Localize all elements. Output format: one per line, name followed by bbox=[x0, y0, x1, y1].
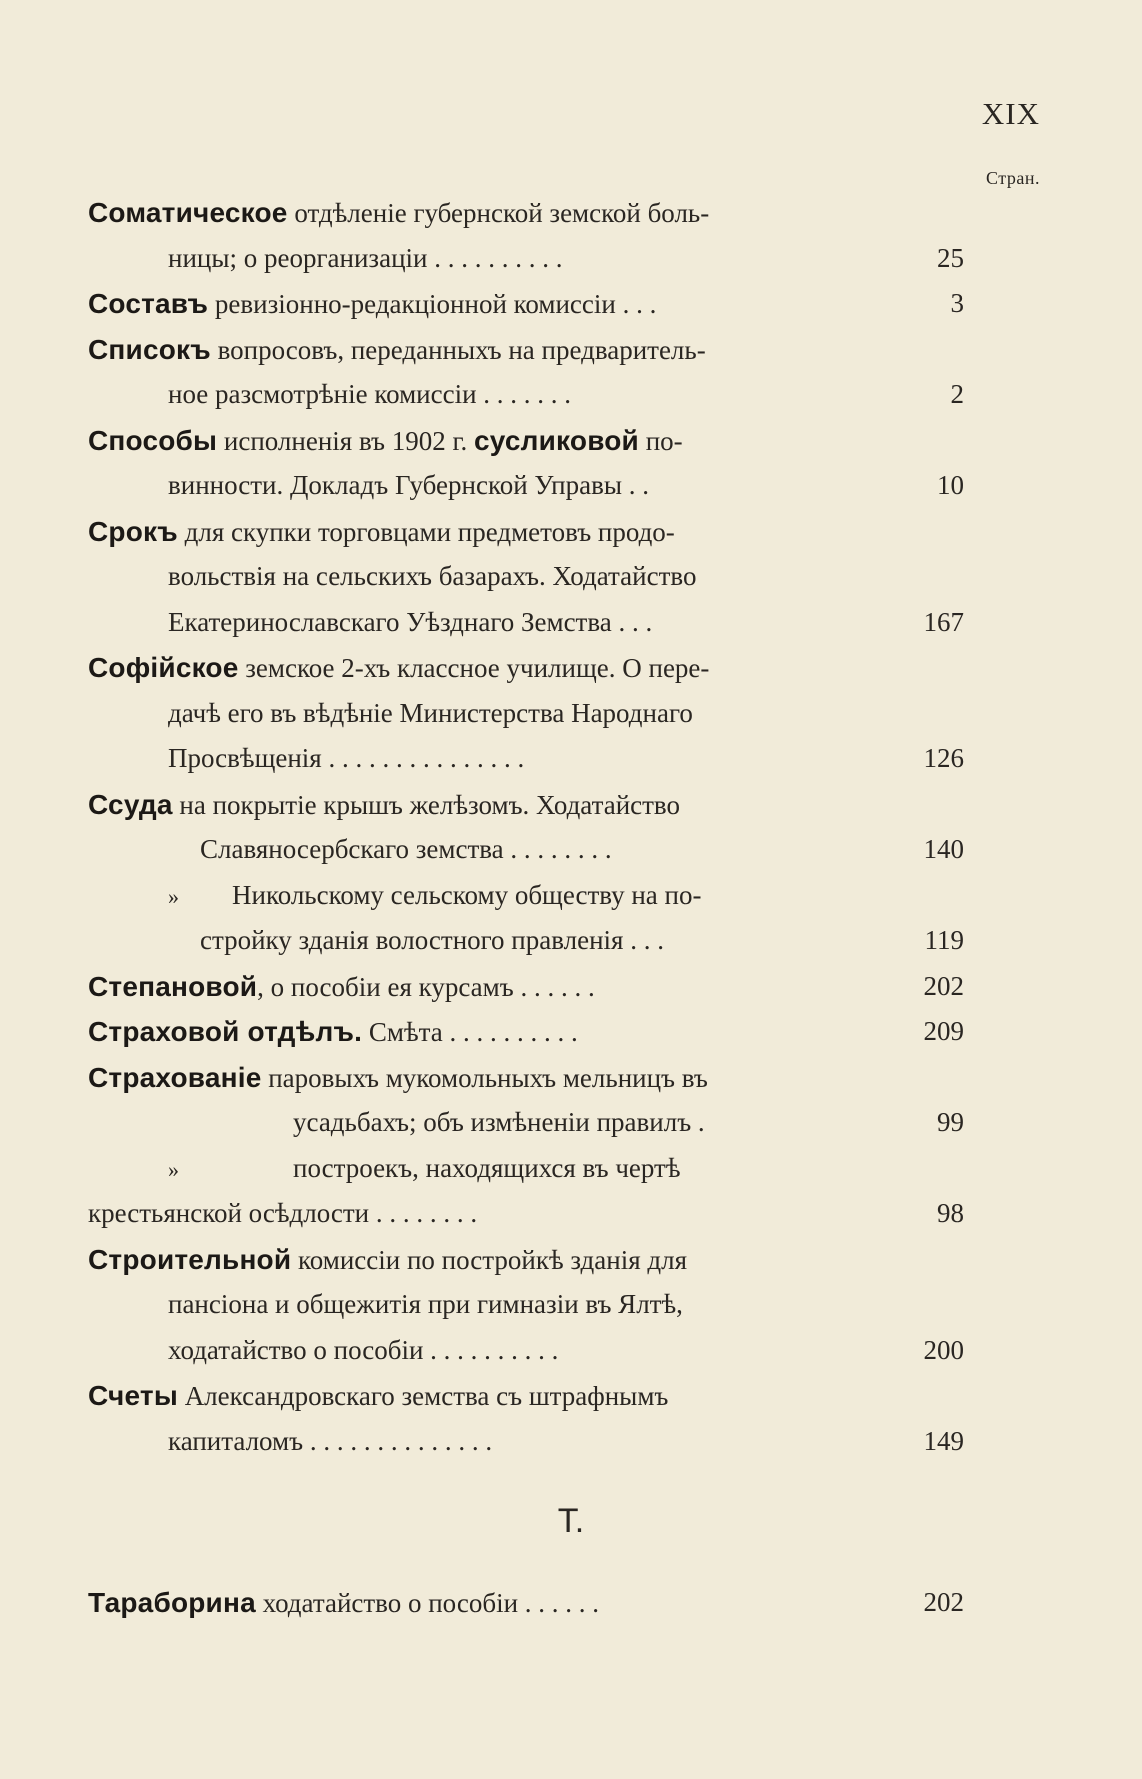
index-entry bbox=[88, 1055, 964, 1237]
entry-text: Екатеринославскаго Уѣзднаго Земства . . . bbox=[168, 606, 653, 637]
page-ref: 2 bbox=[950, 379, 964, 409]
page-ref: 209 bbox=[923, 1016, 964, 1046]
index-line bbox=[88, 1100, 964, 1146]
headword: Срокъ bbox=[88, 515, 178, 547]
entry-text: Александровскаго земства съ штрафнымъ bbox=[177, 1381, 669, 1411]
index-entry bbox=[88, 645, 964, 782]
index-line bbox=[88, 463, 964, 509]
headword: Составъ bbox=[88, 288, 209, 319]
headword: Страховой отдѣлъ. bbox=[88, 1016, 363, 1047]
index-line bbox=[88, 554, 964, 600]
entry-text: исполненія въ 1902 г. bbox=[217, 425, 475, 456]
entry-text: построекъ, находящихся въ чертѣ bbox=[293, 1152, 681, 1183]
headword: Счеты bbox=[88, 1380, 178, 1411]
index-line bbox=[88, 600, 964, 646]
index-line bbox=[88, 827, 964, 873]
headword: Списокъ bbox=[88, 333, 211, 365]
index-line bbox=[88, 509, 964, 555]
entry-text: , о пособіи ея курсамъ . . . . . . bbox=[257, 971, 595, 1002]
index-line bbox=[88, 190, 964, 236]
index-line bbox=[88, 691, 964, 737]
entry-text: для скупки торговцами предметовъ продо- bbox=[177, 516, 675, 547]
index-line bbox=[88, 782, 964, 828]
page-ref: 3 bbox=[950, 288, 964, 318]
page-ref: 167 bbox=[923, 606, 964, 637]
page-ref: 98 bbox=[937, 1198, 964, 1228]
headword: Софійское bbox=[88, 652, 239, 683]
index-line bbox=[88, 1419, 964, 1465]
entry-text: отдѣленіе губернской земской боль- bbox=[287, 198, 710, 228]
headword: Страхованіе bbox=[88, 1061, 262, 1093]
entry-text: по- bbox=[638, 425, 683, 456]
ditto-mark: » bbox=[168, 883, 179, 909]
entry-text: пансіона и общежитія при гимназіи въ Ялтѣ, bbox=[168, 1289, 683, 1319]
headword: Способы bbox=[88, 424, 218, 456]
index-line bbox=[88, 236, 964, 282]
headword: Степановой bbox=[88, 970, 258, 1002]
entry-text: усадьбахъ; объ измѣненіи правилъ . bbox=[293, 1107, 705, 1137]
page-number: XIX bbox=[981, 96, 1040, 131]
index-entry bbox=[88, 327, 964, 418]
index-line bbox=[88, 418, 964, 464]
page-ref: 25 bbox=[937, 242, 964, 273]
index-entry bbox=[88, 782, 964, 964]
index-line bbox=[88, 873, 964, 919]
page-ref: 140 bbox=[923, 834, 964, 864]
index-line bbox=[88, 1009, 964, 1055]
index-entries-t bbox=[88, 1580, 964, 1626]
section-letter: Т. bbox=[557, 1502, 585, 1540]
index-entry bbox=[88, 281, 964, 327]
entry-text: крестьянской осѣдлости . . . . . . . . bbox=[88, 1198, 478, 1228]
index-entry bbox=[88, 1237, 964, 1374]
index-line bbox=[88, 1282, 964, 1328]
ditto-mark: » bbox=[168, 1156, 179, 1182]
entry-text: вопросовъ, переданныхъ на предваритель- bbox=[210, 334, 706, 365]
entry-text: дачѣ его въ вѣдѣніе Министерства Народнаго bbox=[168, 697, 693, 728]
index-entry bbox=[88, 1009, 964, 1055]
entry-text: Просвѣщенія . . . . . . . . . . . . . . . bbox=[168, 743, 525, 773]
index-line bbox=[88, 918, 964, 964]
index-line bbox=[88, 645, 964, 691]
index-line bbox=[88, 281, 964, 327]
page-ref: 200 bbox=[923, 1334, 964, 1365]
headword: Строительной bbox=[88, 1243, 292, 1275]
headword: Соматическое bbox=[88, 197, 288, 228]
entry-text: паровыхъ мукомольныхъ мельницъ въ bbox=[261, 1062, 708, 1093]
page-ref: 99 bbox=[937, 1107, 964, 1137]
index-line bbox=[88, 964, 964, 1010]
page-ref: 202 bbox=[923, 970, 964, 1001]
entry-text: ревизіонно-редакціонной комиссіи . . . bbox=[208, 289, 657, 319]
entry-text: земское 2-хъ классное училище. О пере- bbox=[238, 653, 710, 683]
entry-text: Славяносербскаго земства . . . . . . . . bbox=[200, 834, 612, 864]
entry-text: вольствія на сельскихъ базарахъ. Ходатайство bbox=[168, 561, 697, 591]
index-entry bbox=[88, 1580, 964, 1626]
entry-text: ное разсмотрѣніе комиссіи . . . . . . . bbox=[168, 379, 572, 409]
entry-text: винности. Докладъ Губернской Управы . . bbox=[168, 470, 649, 500]
index-line bbox=[88, 1055, 964, 1101]
index-line bbox=[88, 1146, 964, 1192]
entry-text: стройку зданія волостного правленія . . . bbox=[200, 925, 664, 955]
page-ref: 119 bbox=[924, 925, 964, 955]
page-ref: 126 bbox=[923, 743, 964, 773]
page-ref: 149 bbox=[923, 1425, 964, 1456]
index-entries bbox=[88, 190, 964, 1464]
index-line bbox=[88, 1191, 964, 1237]
index-line bbox=[88, 1580, 964, 1626]
entry-text: ходатайство о пособіи . . . . . . bbox=[255, 1588, 600, 1618]
index-entry bbox=[88, 190, 964, 281]
index-line bbox=[88, 372, 964, 418]
headword: Тараборина bbox=[88, 1587, 256, 1618]
index-line bbox=[88, 327, 964, 373]
entry-text: на покрытіе крышъ желѣзомъ. Ходатайство bbox=[172, 789, 681, 820]
page-ref: 10 bbox=[937, 470, 964, 500]
headword-inline: сусликовой bbox=[474, 424, 639, 456]
index-entry bbox=[88, 509, 964, 646]
index-entry bbox=[88, 1373, 964, 1464]
entry-text: комиссіи по постройкѣ зданія для bbox=[291, 1244, 688, 1275]
entry-text: капиталомъ . . . . . . . . . . . . . . bbox=[168, 1425, 493, 1456]
entry-text: ницы; о реорганизаціи . . . . . . . . . . bbox=[168, 242, 563, 273]
index-entry bbox=[88, 418, 964, 509]
headword: Ссуда bbox=[88, 788, 173, 820]
index-line bbox=[88, 1328, 964, 1374]
page-ref: 202 bbox=[923, 1587, 964, 1617]
index-line bbox=[88, 736, 964, 782]
index-line bbox=[88, 1373, 964, 1419]
column-header: Стран. bbox=[986, 168, 1040, 188]
index-entry bbox=[88, 964, 964, 1010]
entry-text: Никольскому сельскому обществу на по- bbox=[232, 879, 702, 910]
index-line bbox=[88, 1237, 964, 1283]
entry-text: Смѣта . . . . . . . . . . bbox=[362, 1017, 578, 1047]
entry-text: ходатайство о пособіи . . . . . . . . . . bbox=[168, 1334, 559, 1365]
